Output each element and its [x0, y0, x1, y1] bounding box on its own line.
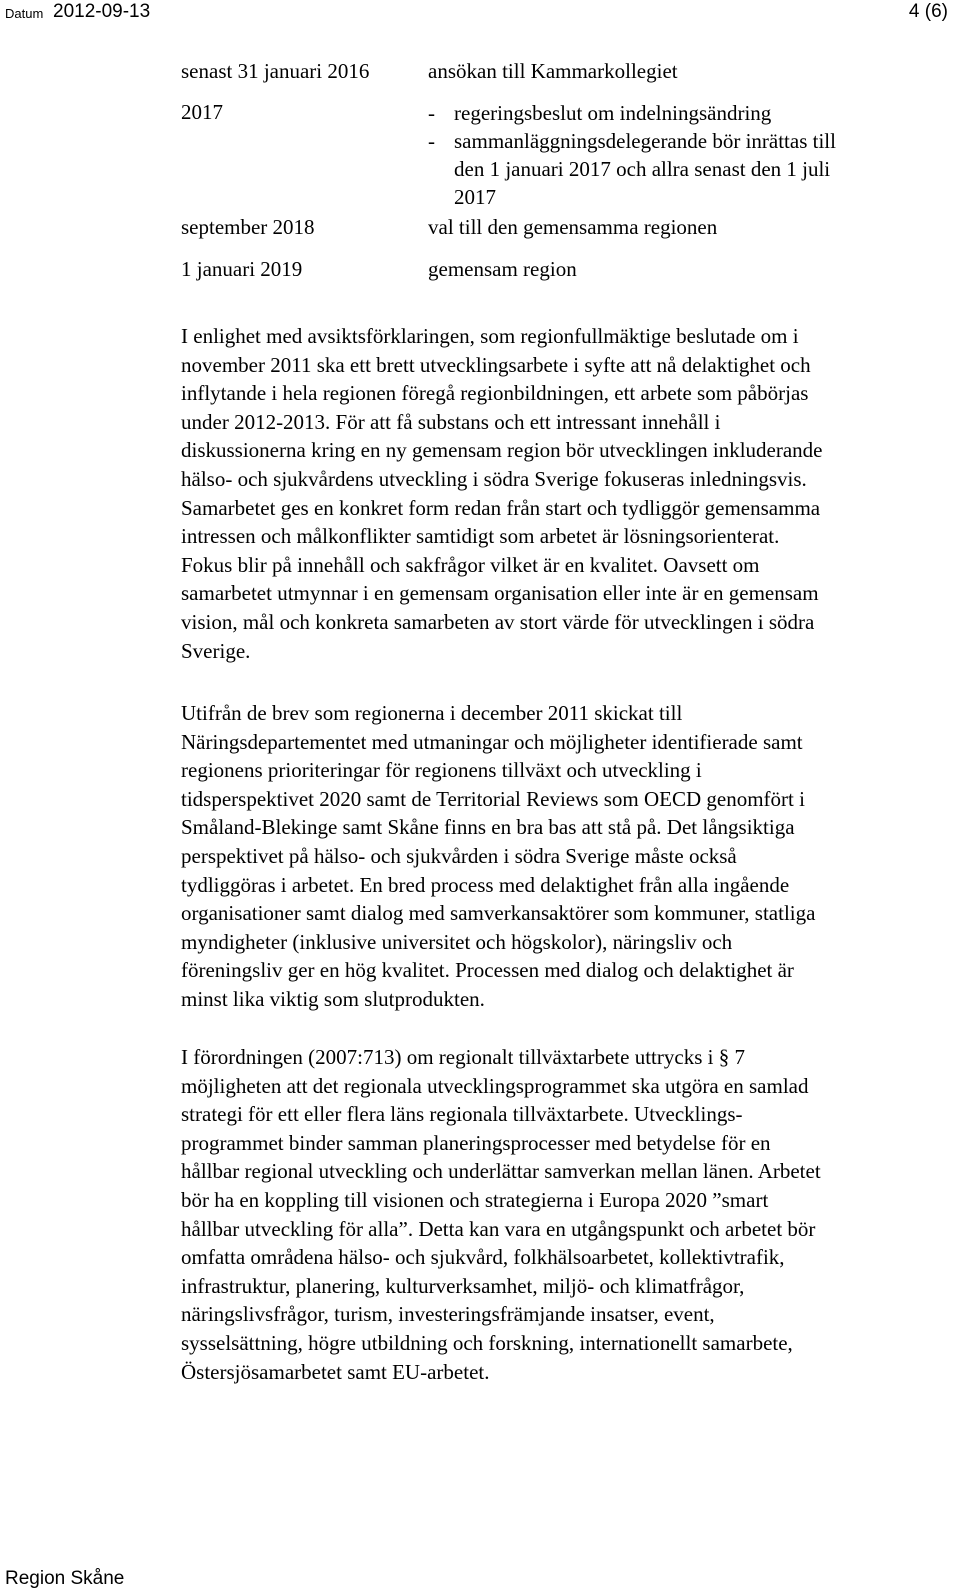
- document-date: 2012-09-13: [53, 1, 151, 22]
- schedule-desc-2016: ansökan till Kammarkollegiet: [428, 59, 678, 83]
- list-item: - sammanläggningsdelegerande bör inrättas till den 1 januari 2017 och allra senast den 1 juli 2017: [428, 129, 836, 209]
- schedule-desc-2018: val till den gemensamma regionen: [428, 215, 718, 239]
- schedule-list-2017: [428, 99, 948, 211]
- schedule-date-2019: 1 januari 2019: [181, 257, 303, 281]
- schedule-desc-2019: gemensam region: [428, 257, 577, 281]
- list-item-text: regeringsbeslut om indelningsändring: [454, 101, 772, 125]
- schedule-date-2018: september 2018: [181, 215, 315, 239]
- footer-organization: Region Skåne: [5, 1568, 125, 1589]
- list-item: - regeringsbeslut om indelningsändring: [428, 101, 772, 125]
- page-number: 4 (6): [908, 1, 948, 22]
- list-item-text: sammanläggningsdelegerande bör inrättas till den 1 januari 2017 och allra senast den 1 juli 2017: [454, 129, 836, 209]
- paragraph-2: Utifrån de brev som regionerna i december 2011 skickat till Näringsdepartementet med utmaningar och möjligheter identifierade samt regionens prioriteringar för regionens tillväxt och utveckling i tidsperspektivet 2020 samt de Territorial Reviews som OECD genomfört i Småland-Blekinge samt Skåne finns en bra bas att stå på. Det långsiktiga perspektivet på hälso- och sjukvården i södra Sverige måste också tydliggöras i arbetet. En bred process med delaktighet från alla ingående organisationer samt dialog med samverkansaktörer som kommuner, statliga myndigheter (inklusive universitet och högskolor), näringsliv och föreningsliv ger en hög kvalitet. Processen med dialog och delaktighet är minst lika viktig som slutprodukten.: [181, 701, 816, 1011]
- date-label: Datum: [5, 6, 44, 21]
- schedule-date-2017: 2017: [181, 100, 223, 124]
- schedule-date-2016: senast 31 januari 2016: [181, 59, 370, 83]
- paragraph-1: I enlighet med avsiktsförklaringen, som regionfullmäktige beslutade om i november 2011 ska ett brett utvecklingsarbete i syfte att nå delaktighet och inflytande i hela regionen föregå regionbildningen, ett arbete som påbörjas under 2012-2013. För att få substans och ett intressant innehåll i diskussionerna kring en ny gemensam region bör utvecklingen inkluderande hälso- och sjukvårdens utveckling i södra Sverige fokuseras inledningsvis. Samarbetet ges en konkret form redan från start och tydliggör gemensamma intressen och målkonflikter samtidigt som arbetet är lösningsorienterat. Fokus blir på innehåll och sakfrågor vilket är en kvalitet. Oavsett om samarbetet utmynnar i en gemensam organisation eller inte är en gemensam vision, mål och konkreta samarbeten av stort värde för utvecklingen i södra Sverige.: [181, 324, 823, 663]
- paragraph-3: I förordningen (2007:713) om regionalt tillväxtarbete uttrycks i § 7 möjligheten att det regionala utvecklingsprogrammet ska utgöra en samlad strategi för ett eller flera läns regionala tillväxtarbete. Utvecklings- programmet binder samman planeringsprocesser med betydelse för en hållbar regional utveckling och underlättar samverkan mellan länen. Arbetet bör ha en koppling till visionen och strategierna i Europa 2020 ”smart hållbar utveckling för alla”. Detta kan vara en utgångspunkt och arbetet bör omfatta områdena hälso- och sjukvård, folkhälsoarbetet, kollektivtrafik, infrastruktur, planering, kulturverksamhet, miljö- och klimatfrågor, näringslivsfrågor, turism, investeringsfrämjande insatser, event, sysselsättning, högre utbildning och forskning, internationellt samarbete, Östersjösamarbetet samt EU-arbetet.: [181, 1045, 821, 1384]
